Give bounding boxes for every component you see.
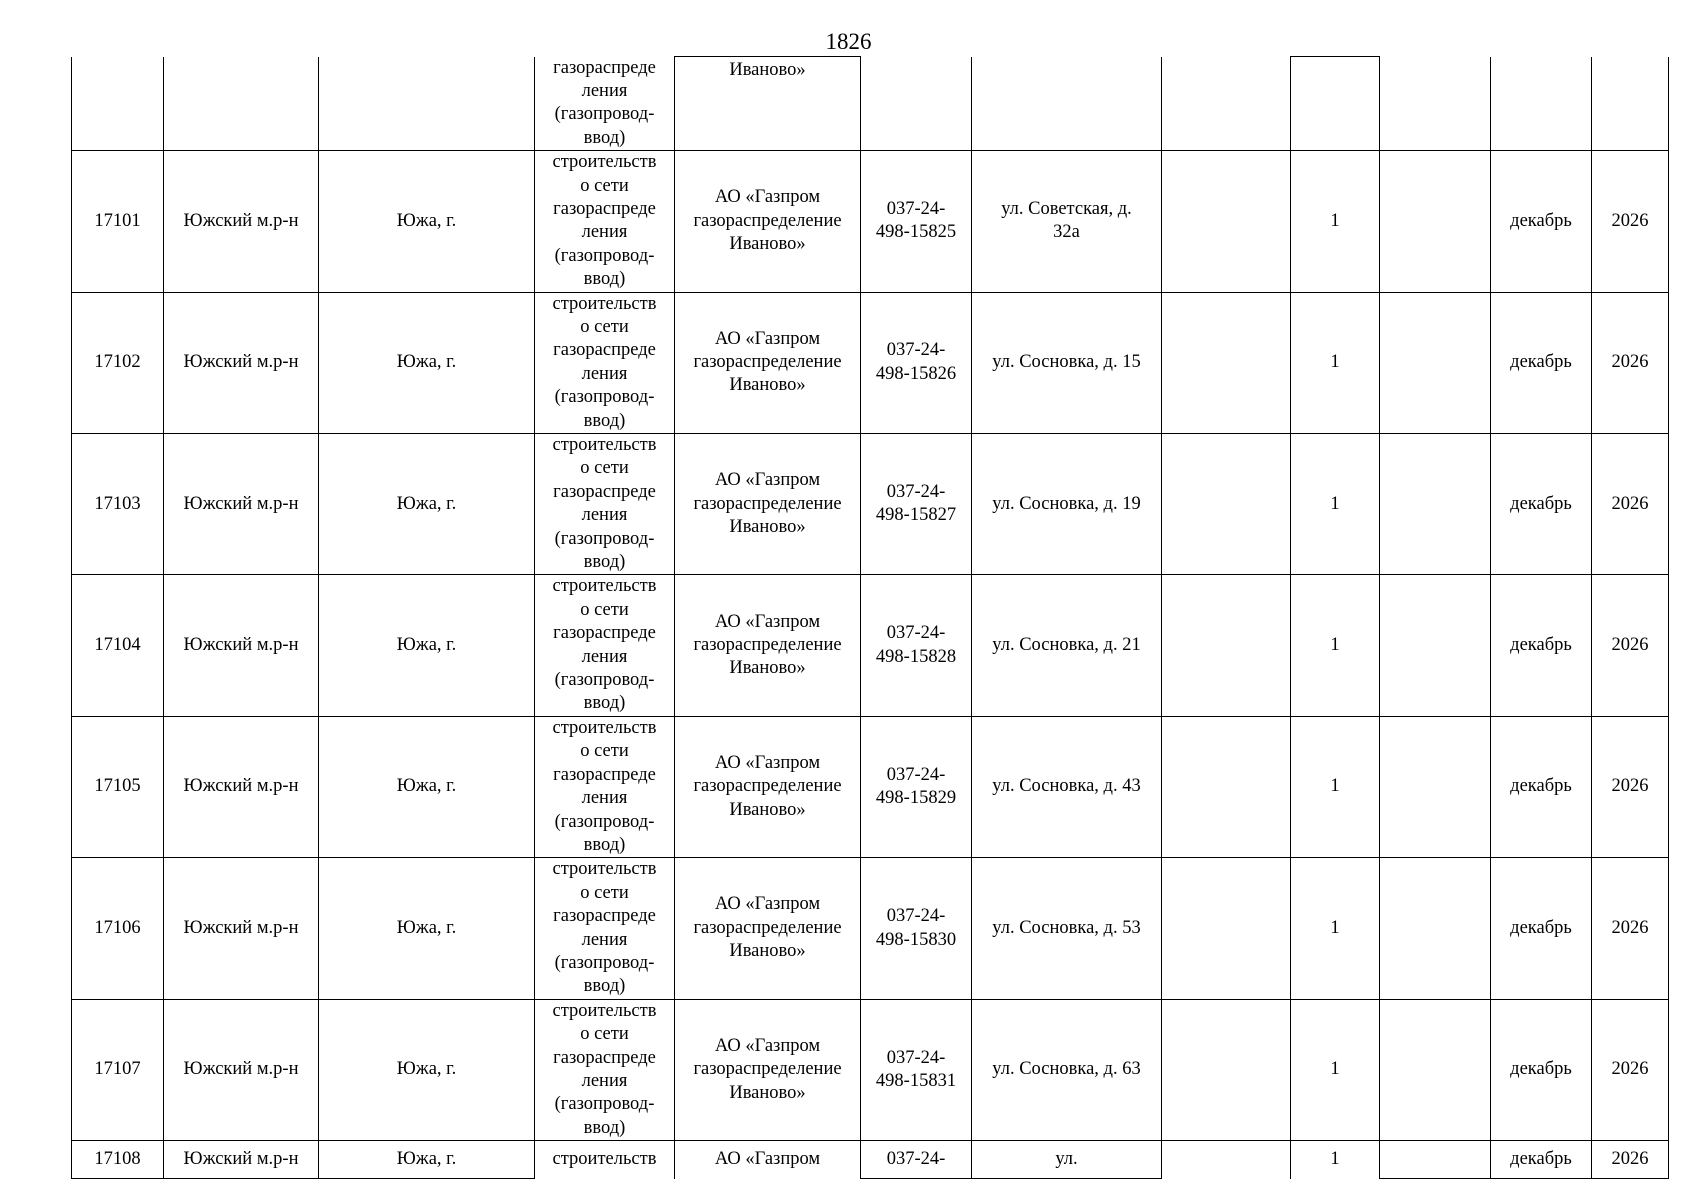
work-type-cell-line: газораспреде — [553, 623, 656, 644]
work-type-cell-line: (газопровод- — [554, 1094, 655, 1115]
address-cell-text — [972, 493, 1161, 516]
table-row-last — [72, 1141, 1669, 1179]
id-cell: 17104 — [72, 575, 164, 716]
year-cell: 2026 — [1592, 151, 1669, 292]
year-cell: 2026 — [1592, 1141, 1669, 1179]
address-cell-line: ул. Сосновка, д. 63 — [992, 1059, 1141, 1080]
work-type-cell-text — [535, 717, 674, 857]
work-type-cell — [535, 575, 675, 716]
district-cell: Южский м.р-н — [164, 858, 319, 999]
table-row — [72, 858, 1669, 999]
page-number: 1826 — [825, 29, 872, 54]
extra-cell — [1162, 999, 1291, 1140]
year-cell: 2026 — [1592, 292, 1669, 433]
work-type-cell — [535, 292, 675, 433]
address-cell-line: ул. Сосновка, д. 15 — [992, 352, 1141, 373]
id-cell: 17102 — [72, 292, 164, 433]
organization-cell — [675, 151, 861, 292]
organization-cell-line: Иваново» — [729, 234, 806, 255]
address-cell-text — [972, 351, 1161, 374]
code-cell-text — [861, 764, 971, 811]
id-cell: 17108 — [72, 1141, 164, 1179]
year-cell: 2026 — [1592, 575, 1669, 716]
address-cell-line: ул. — [1055, 1148, 1078, 1169]
locality-cell: Южа, г. — [319, 292, 535, 433]
locality-cell: Южа, г. — [319, 999, 535, 1140]
work-type-cell-line: (газопровод- — [554, 670, 655, 691]
work-type-cell-line: ления — [581, 929, 628, 950]
work-type-cell-line: ления — [581, 505, 628, 526]
extra-cell — [1162, 57, 1291, 151]
table-row — [72, 151, 1669, 292]
organization-cell — [675, 292, 861, 433]
year-cell — [1592, 57, 1669, 151]
quantity-cell — [1291, 57, 1380, 151]
code-cell-line: 498-15826 — [875, 363, 957, 384]
work-type-cell-text — [535, 293, 674, 433]
work-type-cell-text — [535, 1148, 674, 1171]
code-cell-text — [861, 1047, 971, 1094]
work-type-cell-line: о сети — [580, 1024, 629, 1045]
organization-cell-line: газораспределение — [693, 634, 842, 655]
work-type-cell-line: о сети — [580, 316, 629, 337]
address-cell-line: ул. Сосновка, д. 21 — [992, 634, 1141, 655]
address-cell-text — [972, 1148, 1161, 1171]
code-cell-text — [861, 481, 971, 528]
address-cell-line: 32а — [1053, 222, 1080, 243]
organization-cell-line: Иваново» — [729, 1082, 806, 1103]
organization-cell-line: АО «Газпром — [714, 1035, 821, 1056]
district-cell: Южский м.р-н — [164, 292, 319, 433]
work-type-cell-text — [535, 57, 674, 151]
district-cell: Южский м.р-н — [164, 999, 319, 1140]
extra2-cell — [1380, 999, 1491, 1140]
organization-text: Иваново» — [729, 60, 806, 80]
address-cell — [972, 716, 1162, 857]
organization-cell-line: АО «Газпром — [714, 1149, 821, 1170]
work-type-cell-line: ления — [581, 363, 628, 384]
work-type-cell-line: строительств — [552, 293, 657, 314]
work-type-cell-line: ввод) — [583, 269, 626, 290]
code-cell — [861, 292, 972, 433]
code-cell-text — [861, 622, 971, 669]
year-cell: 2026 — [1592, 999, 1669, 1140]
organization-cell-line: АО «Газпром — [714, 328, 821, 349]
code-cell — [861, 858, 972, 999]
work-type-cell-line: ления — [581, 646, 628, 667]
quantity-cell: 1 — [1291, 999, 1380, 1140]
district-cell: Южский м.р-н — [164, 575, 319, 716]
extra2-cell — [1380, 292, 1491, 433]
organization-cell-line: Иваново» — [729, 375, 806, 396]
organization-cell-text — [675, 1035, 860, 1105]
address-cell-line: ул. Сосновка, д. 43 — [992, 776, 1141, 797]
quantity-cell: 1 — [1291, 858, 1380, 999]
work-type-cell-line: строительств — [552, 435, 657, 455]
address-cell — [972, 434, 1162, 575]
code-cell-line: 037-24- — [886, 764, 946, 785]
work-type-cell-line: о сети — [580, 741, 629, 762]
address-cell-text — [972, 198, 1161, 245]
work-type-cell-line: ления — [581, 1070, 628, 1091]
address-cell-text — [972, 917, 1161, 940]
organization-cell-text — [675, 752, 860, 822]
work-type-cell-line: газораспреде — [553, 198, 656, 219]
organization-cell — [675, 575, 861, 716]
organization-cell-line: газораспределение — [693, 352, 842, 373]
work-type-cell — [535, 858, 675, 999]
code-cell-text — [861, 905, 971, 952]
extra2-cell — [1380, 1141, 1491, 1179]
work-type-cell-line: строительств — [552, 1149, 657, 1170]
code-cell-line: 498-15828 — [875, 646, 957, 667]
organization-cell-text — [675, 469, 860, 539]
locality-cell: Южа, г. — [319, 858, 535, 999]
work-type-cell-line: (газопровод- — [554, 245, 655, 266]
organization-cell — [675, 434, 861, 575]
work-type-cell-line: газораспреде — [553, 1047, 656, 1068]
work-type-cell-line: (газопровод- — [554, 104, 655, 125]
extra2-cell — [1380, 57, 1491, 151]
code-cell — [861, 575, 972, 716]
organization-cell-line: газораспределение — [693, 493, 842, 514]
quantity-cell: 1 — [1291, 292, 1380, 433]
work-type-cell-line: ления — [581, 788, 628, 809]
month-cell — [1491, 57, 1592, 151]
organization-cell-line: Иваново» — [729, 658, 806, 679]
month-cell: декабрь — [1491, 999, 1592, 1140]
work-type-cell — [535, 151, 675, 292]
extra2-cell — [1380, 716, 1491, 857]
work-type-cell-line: (газопровод- — [554, 387, 655, 408]
code-cell-text — [861, 339, 971, 386]
id-cell: 17101 — [72, 151, 164, 292]
organization-cell-line: Иваново» — [729, 516, 806, 537]
work-type-cell-line: ввод) — [583, 127, 626, 148]
organization-cell-line: газораспределение — [693, 1059, 842, 1080]
code-cell-line: 498-15827 — [875, 505, 957, 526]
extra2-cell — [1380, 434, 1491, 575]
gas-network-table — [71, 56, 1669, 1179]
locality-cell: Южа, г. — [319, 1141, 535, 1179]
month-cell: декабрь — [1491, 858, 1592, 999]
address-cell — [972, 151, 1162, 292]
id-cell: 17107 — [72, 999, 164, 1140]
year-cell: 2026 — [1592, 716, 1669, 857]
organization-cell-line: АО «Газпром — [714, 187, 821, 208]
extra-cell — [1162, 151, 1291, 292]
address-cell-line: ул. Сосновка, д. 53 — [992, 917, 1141, 938]
organization-cell-text — [675, 186, 860, 256]
work-type-cell-line: ввод) — [583, 552, 626, 573]
code-cell — [861, 999, 972, 1140]
organization-cell-line: АО «Газпром — [714, 470, 821, 491]
month-cell: декабрь — [1491, 292, 1592, 433]
district-cell — [164, 57, 319, 151]
table-row-continued — [72, 57, 1669, 151]
work-type-cell-line: о сети — [580, 458, 629, 479]
code-cell-line: 037-24- — [886, 481, 946, 502]
code-cell-line: 037-24- — [886, 906, 946, 927]
table-row — [72, 434, 1669, 575]
work-type-cell-line: газораспреде — [553, 764, 656, 785]
work-type-cell-line: ления — [581, 80, 628, 101]
extra2-cell — [1380, 151, 1491, 292]
organization-cell-line: газораспределение — [693, 776, 842, 797]
locality-cell — [319, 57, 535, 151]
quantity-cell: 1 — [1291, 434, 1380, 575]
extra-cell — [1162, 716, 1291, 857]
work-type-cell-text — [535, 1000, 674, 1140]
code-cell-line: 037-24- — [886, 198, 946, 219]
organization-cell — [675, 999, 861, 1140]
address-cell-text — [972, 775, 1161, 798]
work-type-cell-line: газораспреде — [553, 57, 656, 78]
code-cell — [861, 1141, 972, 1179]
organization-cell-line: АО «Газпром — [714, 894, 821, 915]
organization-cell-text — [675, 893, 860, 963]
extra-cell — [1162, 292, 1291, 433]
work-type-cell — [535, 716, 675, 857]
code-cell-line: 498-15831 — [875, 1070, 957, 1091]
code-cell-line: 037-24- — [886, 623, 946, 644]
work-type-cell-line: строительств — [552, 717, 657, 738]
organization-cell — [675, 1141, 861, 1179]
work-type-cell-line: (газопровод- — [554, 811, 655, 832]
work-type-cell-line: (газопровод- — [554, 528, 655, 549]
month-cell: декабрь — [1491, 434, 1592, 575]
district-cell: Южский м.р-н — [164, 716, 319, 857]
code-cell-line: 037-24- — [886, 1148, 946, 1169]
year-cell: 2026 — [1592, 858, 1669, 999]
address-cell — [972, 575, 1162, 716]
table-row — [72, 292, 1669, 433]
work-type-cell-line: ввод) — [583, 1117, 626, 1138]
extra-cell — [1162, 1141, 1291, 1179]
work-type-cell-text — [535, 151, 674, 291]
organization-cell — [675, 57, 861, 151]
organization-cell-line: газораспределение — [693, 210, 842, 231]
work-type-cell-line: строительств — [552, 859, 657, 880]
code-cell-line: 037-24- — [886, 1047, 946, 1068]
work-type-cell-line: строительств — [552, 152, 657, 173]
code-cell-line: 498-15829 — [875, 788, 957, 809]
organization-cell-line: Иваново» — [729, 799, 806, 820]
work-type-cell-line: о сети — [580, 175, 629, 196]
code-cell — [861, 151, 972, 292]
code-cell — [861, 716, 972, 857]
work-type-cell-text — [535, 858, 674, 998]
address-cell-line: ул. Сосновка, д. 19 — [992, 493, 1141, 514]
district-cell: Южский м.р-н — [164, 434, 319, 575]
organization-cell-line: газораспределение — [693, 917, 842, 938]
extra-cell — [1162, 434, 1291, 575]
work-type-cell-line: о сети — [580, 882, 629, 903]
address-cell — [972, 858, 1162, 999]
address-cell-line: ул. Советская, д. — [1001, 198, 1132, 219]
month-cell: декабрь — [1491, 575, 1592, 716]
month-cell: декабрь — [1491, 151, 1592, 292]
locality-cell: Южа, г. — [319, 575, 535, 716]
code-cell-text — [861, 1148, 971, 1171]
organization-cell-text — [675, 328, 860, 398]
work-type-cell-text — [535, 434, 674, 574]
locality-cell: Южа, г. — [319, 716, 535, 857]
address-cell — [972, 1141, 1162, 1179]
work-type-cell-line: ления — [581, 222, 628, 243]
locality-cell: Южа, г. — [319, 151, 535, 292]
organization-cell-line: Иваново» — [729, 941, 806, 962]
code-cell-line: 037-24- — [886, 340, 946, 361]
code-cell-line: 498-15825 — [875, 222, 957, 243]
extra-cell — [1162, 575, 1291, 716]
work-type-cell — [535, 999, 675, 1140]
organization-cell-line: АО «Газпром — [714, 752, 821, 773]
year-cell: 2026 — [1592, 434, 1669, 575]
work-type-cell-line: газораспреде — [553, 481, 656, 502]
id-cell: 17103 — [72, 434, 164, 575]
work-type-cell-line: газораспреде — [553, 340, 656, 361]
work-type-cell-line: ввод) — [583, 693, 626, 714]
work-type-cell — [535, 57, 675, 151]
table-row — [72, 716, 1669, 857]
table-row — [72, 999, 1669, 1140]
work-type-cell-line: строительств — [552, 576, 657, 597]
organization-cell-text — [675, 611, 860, 681]
work-type-cell-line: (газопровод- — [554, 952, 655, 973]
quantity-cell: 1 — [1291, 151, 1380, 292]
work-type-cell — [535, 1141, 675, 1179]
quantity-cell: 1 — [1291, 575, 1380, 716]
extra-cell — [1162, 858, 1291, 999]
code-cell-line: 498-15830 — [875, 929, 957, 950]
work-type-cell-text — [535, 575, 674, 715]
work-type-cell — [535, 434, 675, 575]
address-cell-text — [972, 634, 1161, 657]
extra2-cell — [1380, 575, 1491, 716]
address-cell — [972, 999, 1162, 1140]
code-cell — [861, 57, 972, 151]
id-cell: 17105 — [72, 716, 164, 857]
table-row — [72, 575, 1669, 716]
quantity-cell: 1 — [1291, 1141, 1380, 1179]
work-type-cell-line: ввод) — [583, 976, 626, 997]
month-cell: декабрь — [1491, 1141, 1592, 1179]
code-cell — [861, 434, 972, 575]
work-type-cell-line: строительств — [552, 1000, 657, 1021]
locality-cell: Южа, г. — [319, 434, 535, 575]
work-type-cell-line: газораспреде — [553, 906, 656, 927]
id-cell — [72, 57, 164, 151]
organization-cell — [675, 858, 861, 999]
id-cell: 17106 — [72, 858, 164, 999]
work-type-cell-line: ввод) — [583, 410, 626, 431]
month-cell: декабрь — [1491, 716, 1592, 857]
code-cell-text — [861, 198, 971, 245]
address-cell — [972, 292, 1162, 433]
organization-cell-line: АО «Газпром — [714, 611, 821, 632]
quantity-cell: 1 — [1291, 716, 1380, 857]
organization-cell-text — [675, 1148, 860, 1171]
work-type-cell-line: ввод) — [583, 834, 626, 855]
district-cell: Южский м.р-н — [164, 1141, 319, 1179]
district-cell: Южский м.р-н — [164, 151, 319, 292]
address-cell-text — [972, 1058, 1161, 1081]
extra2-cell — [1380, 858, 1491, 999]
work-type-cell-line: о сети — [580, 599, 629, 620]
address-cell — [972, 57, 1162, 151]
organization-cell — [675, 716, 861, 857]
